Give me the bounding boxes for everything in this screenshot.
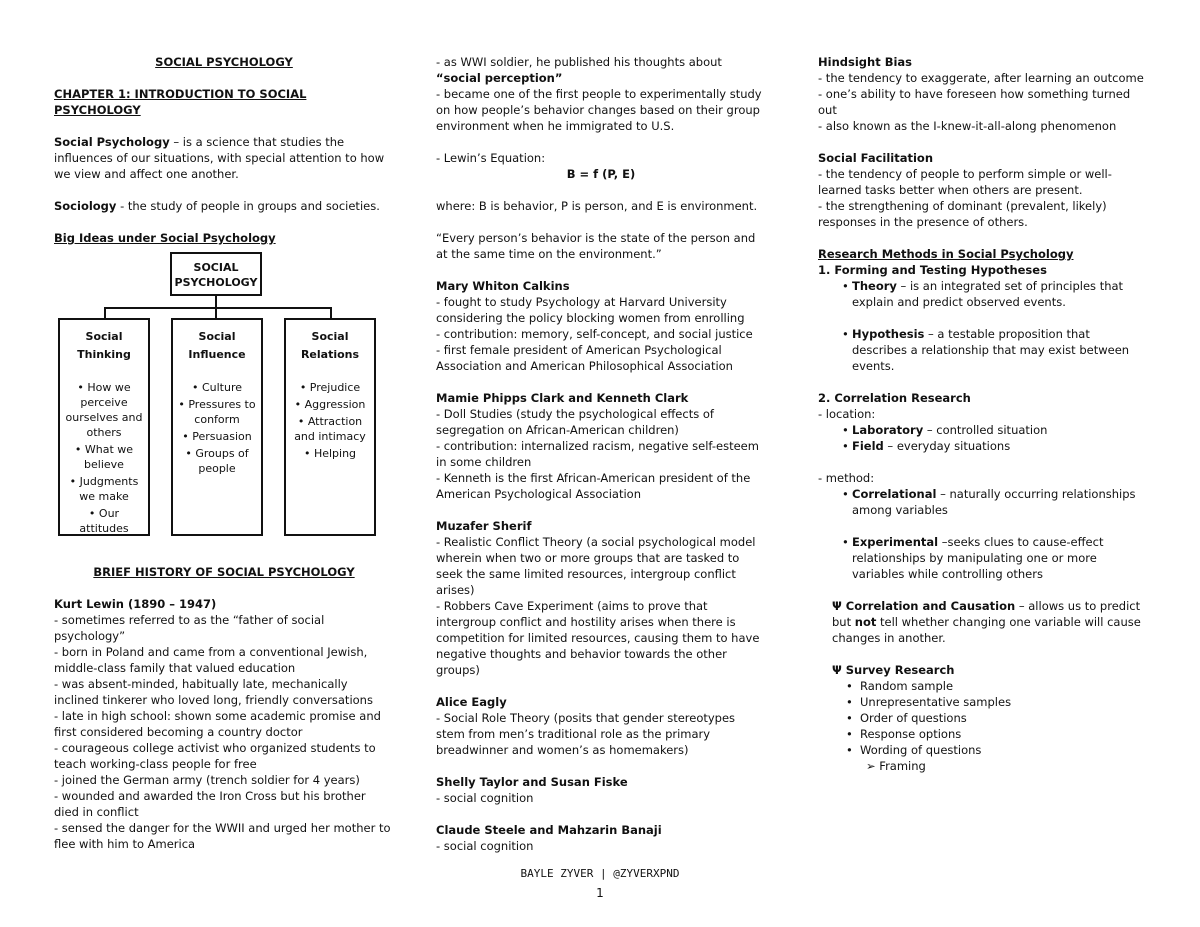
hindsight-title: Hindsight Bias xyxy=(818,55,913,69)
diagram-item: • Helping xyxy=(303,447,357,460)
person-line: - contribution: internalized racism, negative self-esteem in some children xyxy=(436,439,759,469)
diagram-item: • Judgments we make xyxy=(69,475,139,503)
diagram-item: • How we perceive ourselves and others xyxy=(65,381,143,439)
person-line: - contribution: memory, self-concept, and social justice xyxy=(436,327,753,341)
lewin-line: - sensed the danger for the WWII and urged her mother to flee with him to America xyxy=(54,821,391,851)
lewin-name: Kurt Lewin (1890 – 1947) xyxy=(54,597,217,611)
term: Correlational xyxy=(852,487,937,501)
diagram-item: • Attraction and intimacy xyxy=(294,415,366,443)
diagram-item: • Our attitudes xyxy=(79,507,129,535)
diagram-root: SOCIAL PSYCHOLOGY xyxy=(170,252,262,296)
hypothesis-item xyxy=(818,326,1148,374)
correlational-item xyxy=(818,486,1148,518)
chapter-heading: CHAPTER 1: INTRODUCTION TO SOCIAL PSYCHOLOGY xyxy=(54,87,307,117)
page-title: SOCIAL PSYCHOLOGY xyxy=(155,55,293,69)
page-number: 1 xyxy=(596,886,604,900)
hindsight-line: - the tendency to exaggerate, after learning an outcome xyxy=(818,71,1144,85)
definition-text: – naturally occurring relationships among variables xyxy=(852,487,1136,517)
person-line: - Kenneth is the first African-American president of the American Psychological Association xyxy=(436,471,751,501)
lewin-cont-line: - became one of the first people to experimentally study on how people’s behavior changes based on their group environment when he immigrated to U.S. xyxy=(436,87,762,133)
person-name: Mary Whiton Calkins xyxy=(436,279,570,293)
location-label: - location: xyxy=(818,407,876,421)
diagram-box-title: Social Influence xyxy=(188,330,246,361)
forming-heading: 1. Forming and Testing Hypotheses xyxy=(818,263,1047,277)
lewin-line: - was absent-minded, habitually late, mechanically inclined tinkerer who loved long, friendly conversations xyxy=(54,677,373,707)
person-name: Shelly Taylor and Susan Fiske xyxy=(436,775,628,789)
equation-where: where: B is behavior, P is person, and E is environment. xyxy=(436,199,758,213)
definition-social-psychology xyxy=(54,134,394,182)
footer-author: BAYLE ZYVER | @ZYVERXPND xyxy=(520,867,680,880)
person-line: - social cognition xyxy=(436,839,534,853)
history-heading: BRIEF HISTORY OF SOCIAL PSYCHOLOGY xyxy=(93,565,355,579)
person-name: Alice Eagly xyxy=(436,695,507,709)
definition-text: tell whether changing one variable will cause changes in another. xyxy=(832,615,1141,645)
lewin-line: - late in high school: shown some academic promise and first considered becoming a country doctor xyxy=(54,709,381,739)
diagram-social-thinking xyxy=(58,318,150,536)
person-line: - Doll Studies (study the psychological effects of segregation on African-American children) xyxy=(436,407,714,437)
facilitation-line: - the strengthening of dominant (prevalent, likely) responses in the presence of others. xyxy=(818,199,1107,229)
definition-sociology xyxy=(54,198,394,214)
term: Laboratory xyxy=(852,423,924,437)
hindsight-line: - one’s ability to have foreseen how something turned out xyxy=(818,87,1131,117)
diagram-item: • Aggression xyxy=(294,398,366,411)
hindsight-line: - also known as the I-knew-it-all-along phenomenon xyxy=(818,119,1117,133)
term: Sociology xyxy=(54,199,117,213)
person-line: - Robbers Cave Experiment (aims to prove that intergroup conflict and hostility arises when there is competition for limited resources, causing them to have negative thoughts and behavior towards the other groups) xyxy=(436,599,760,677)
experimental-item xyxy=(818,534,1148,582)
person-name: Muzafer Sherif xyxy=(436,519,532,533)
column-2 xyxy=(436,54,766,854)
lewin-line: - wounded and awarded the Iron Cross but his brother died in conflict xyxy=(54,789,366,819)
definition-text: - the study of people in groups and societies. xyxy=(116,199,380,213)
survey-heading: Ψ Survey Research xyxy=(832,663,955,677)
diagram-item: • Prejudice xyxy=(299,381,361,394)
definition-text: – everyday situations xyxy=(883,439,1011,453)
lewin-line: - joined the German army (trench soldier for 4 years) xyxy=(54,773,360,787)
diagram-item: • What we believe xyxy=(74,443,134,471)
survey-item: • Random sample xyxy=(818,678,1148,694)
survey-item: • Unrepresentative samples xyxy=(818,694,1148,710)
lewin-equation: B = f (P, E) xyxy=(566,167,636,181)
research-methods-heading: Research Methods in Social Psychology xyxy=(818,247,1074,261)
term: Hypothesis xyxy=(852,327,925,341)
term: Theory xyxy=(852,279,897,293)
lewin-line: - courageous college activist who organized students to teach working-class people for free xyxy=(54,741,376,771)
lewin-line: - born in Poland and came from a conventional Jewish, middle-class family that valued education xyxy=(54,645,368,675)
framing-subitem: ➢ Framing xyxy=(866,759,926,773)
correlation-causation xyxy=(818,598,1148,646)
method-label: - method: xyxy=(818,471,875,485)
person-line: - social cognition xyxy=(436,791,534,805)
lewin-cont-line: - as WWI soldier, he published his thoughts about xyxy=(436,55,722,69)
column-3 xyxy=(818,54,1148,774)
definition-text: – is a science that studies the influences of our situations, with special attention to how we view and affect one another. xyxy=(54,135,385,181)
theory-item xyxy=(818,278,1148,310)
correlation-heading: 2. Correlation Research xyxy=(818,391,971,405)
term: Field xyxy=(852,439,884,453)
diagram-box-title: Social Relations xyxy=(300,330,360,361)
big-ideas-heading: Big Ideas under Social Psychology xyxy=(54,231,276,245)
definition-text: – a testable proposition that describes a relationship that may exist between events. xyxy=(852,327,1130,373)
person-name: Mamie Phipps Clark and Kenneth Clark xyxy=(436,391,689,405)
definition-text: – allows us to predict but xyxy=(832,599,1141,629)
facilitation-line: - the tendency of people to perform simple or well-learned tasks better when others are present. xyxy=(818,167,1112,197)
person-line: - Realistic Conflict Theory (a social psychological model wherein when two or more groups that are tasked to seek the same limited resources, intergroup conflict arises) xyxy=(436,535,756,597)
diagram-social-relations xyxy=(284,318,376,536)
term: Ψ Correlation and Causation xyxy=(832,599,1016,613)
definition-text: –seeks clues to cause-effect relationships by manipulating one or more variables while controlling others xyxy=(852,535,1104,581)
person-name: Claude Steele and Mahzarin Banaji xyxy=(436,823,662,837)
definition-text: – is an integrated set of principles that explain and predict observed events. xyxy=(852,279,1124,309)
term: Social Psychology xyxy=(54,135,170,149)
social-perception: “social perception” xyxy=(436,71,563,85)
lewin-line: - sometimes referred to as the “father of social psychology” xyxy=(54,613,325,643)
column-1 xyxy=(54,54,394,852)
diagram-item: • Persuasion xyxy=(182,430,252,443)
facilitation-title: Social Facilitation xyxy=(818,151,934,165)
diagram-item: • Pressures to conform xyxy=(178,398,256,426)
person-line: - fought to study Psychology at Harvard University considering the policy blocking women from enrolling xyxy=(436,295,745,325)
person-line: - first female president of American Psychological Association and American Philosophical Association xyxy=(436,343,733,373)
person-line: - Social Role Theory (posits that gender stereotypes stem from men’s traditional role as the primary breadwinner and women’s as homemakers) xyxy=(436,711,736,757)
diagram-social-influence xyxy=(171,318,263,536)
diagram-box-title: Social Thinking xyxy=(77,330,131,361)
term: Experimental xyxy=(852,535,939,549)
lewin-quote: “Every person’s behavior is the state of the person and at the same time on the environment.” xyxy=(436,231,756,261)
laboratory-item xyxy=(818,422,1148,438)
survey-item: • Wording of questions xyxy=(818,742,1148,758)
field-item xyxy=(818,438,1148,454)
diagram-item: • Groups of people xyxy=(185,447,249,475)
big-ideas-diagram xyxy=(54,252,384,542)
definition-text: – controlled situation xyxy=(923,423,1048,437)
survey-item: • Order of questions xyxy=(818,710,1148,726)
equation-label: - Lewin’s Equation: xyxy=(436,151,546,165)
emphasis-not: not xyxy=(854,615,877,629)
survey-item: • Response options xyxy=(818,726,1148,742)
diagram-item: • Culture xyxy=(191,381,243,394)
